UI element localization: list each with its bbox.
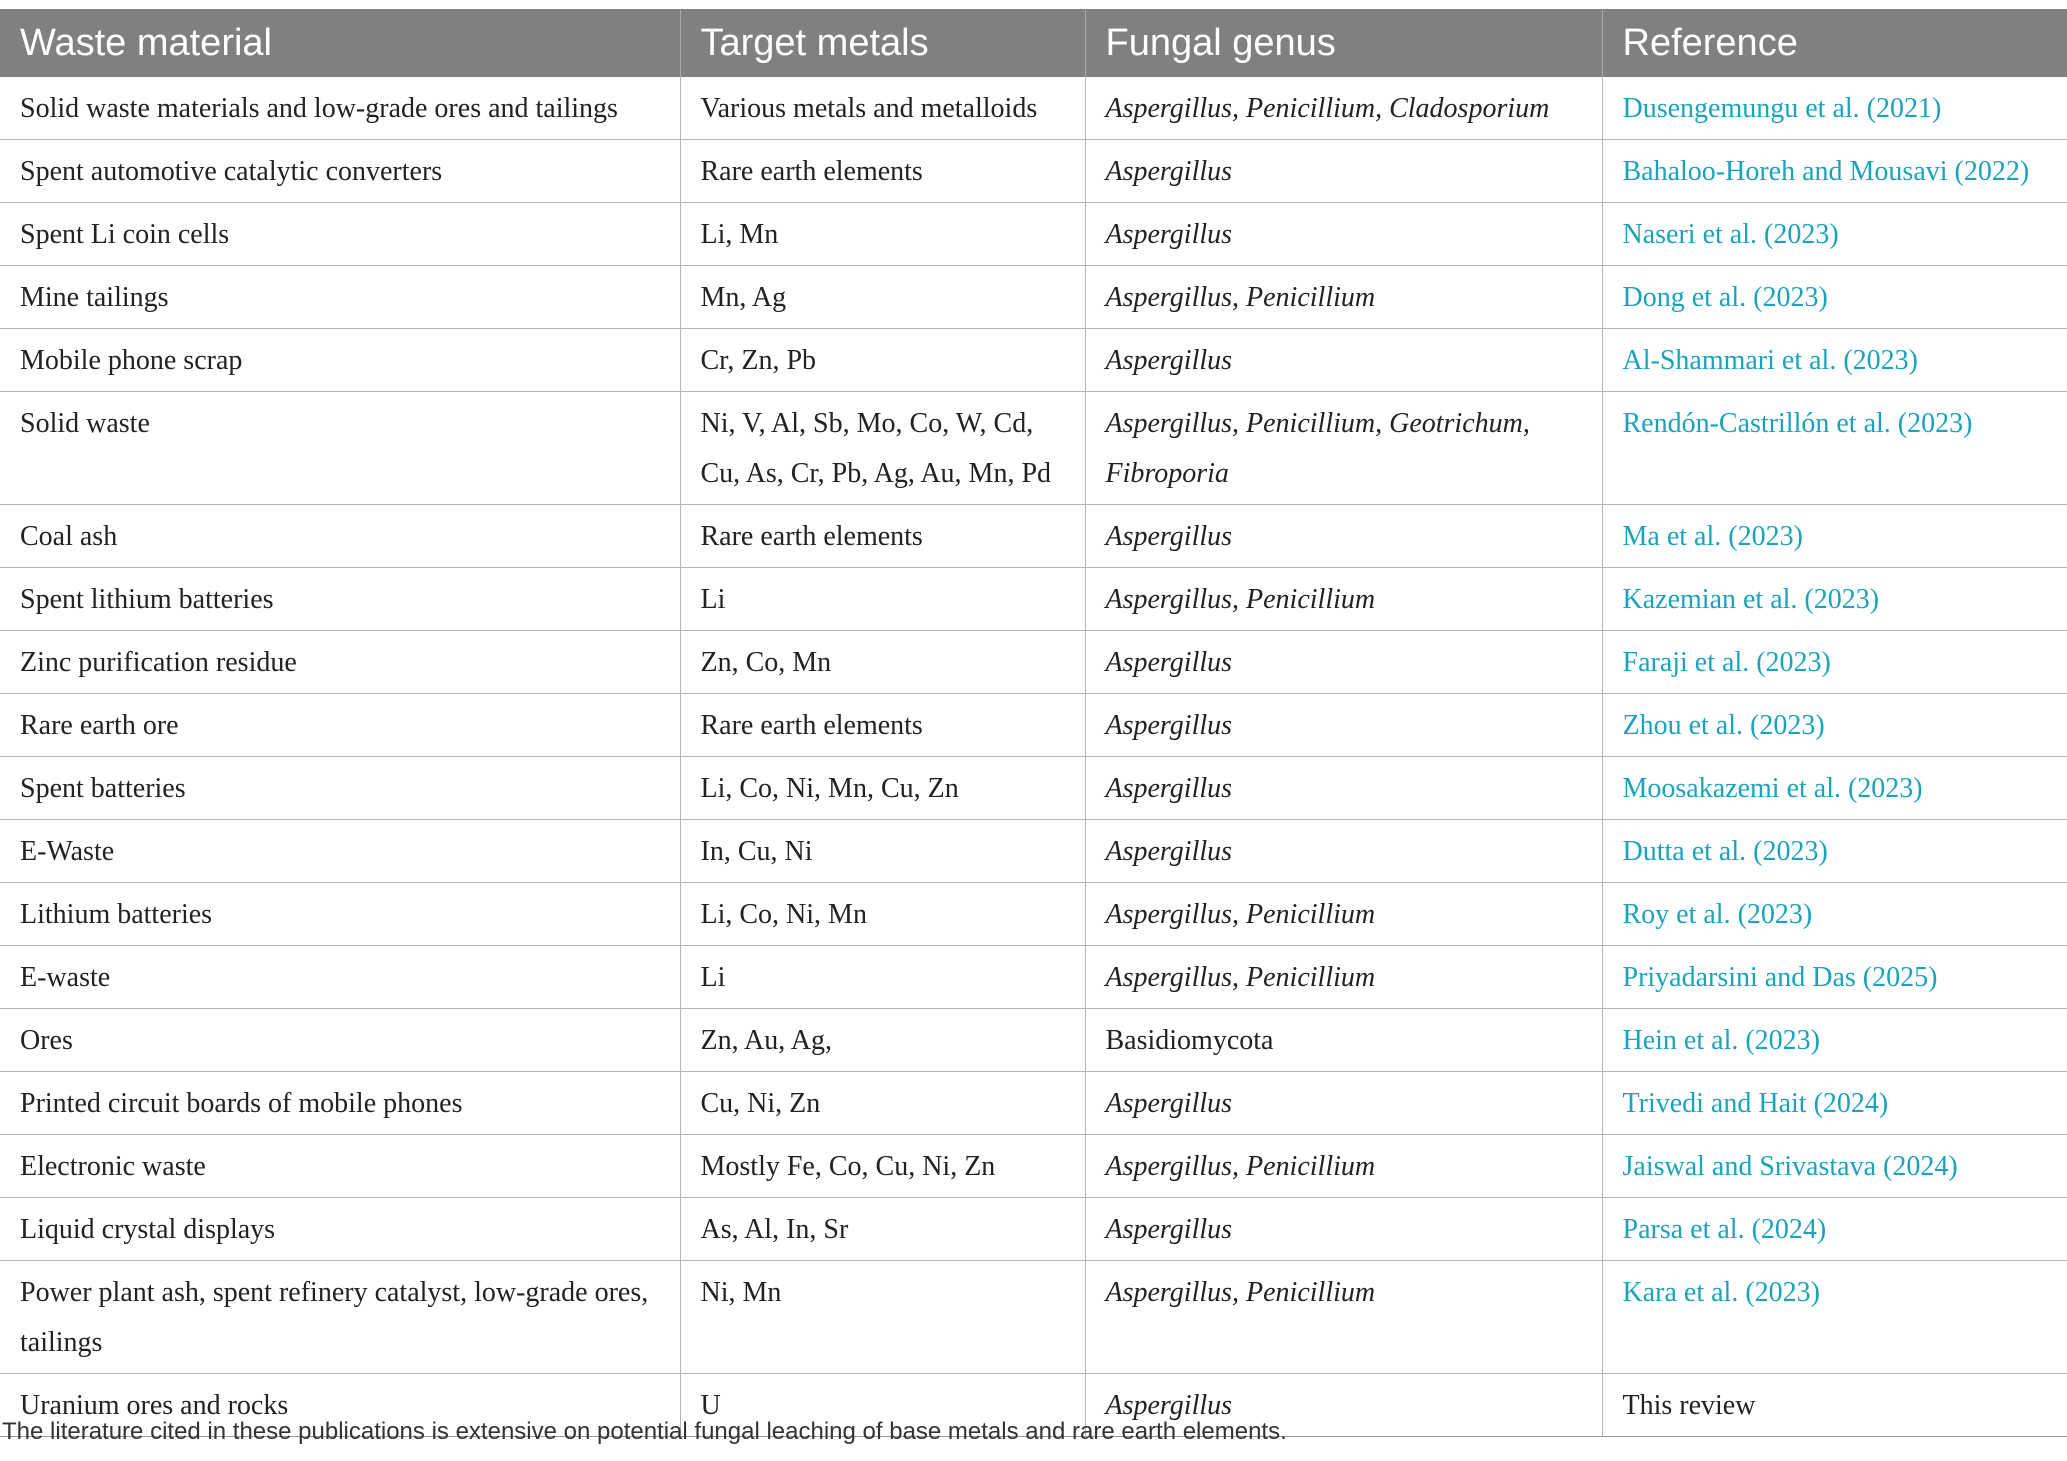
table-row bbox=[0, 77, 2067, 140]
table-row bbox=[0, 631, 2067, 694]
cell-waste-material: Mine tailings bbox=[0, 266, 680, 329]
table-row bbox=[0, 820, 2067, 883]
cell-fungal-genus: Aspergillus bbox=[1085, 140, 1602, 203]
cell-waste-material: Spent Li coin cells bbox=[0, 203, 680, 266]
cell-fungal-genus: Basidiomycota bbox=[1085, 1009, 1602, 1072]
cell-waste-material: Power plant ash, spent refinery catalyst, low-grade ores, tailings bbox=[0, 1261, 680, 1374]
reference-link[interactable]: Al-Shammari et al. (2023) bbox=[1602, 329, 2067, 392]
cell-waste-material: Zinc purification residue bbox=[0, 631, 680, 694]
cell-target-metals: Rare earth elements bbox=[680, 694, 1085, 757]
table-row bbox=[0, 392, 2067, 505]
cell-target-metals: Mostly Fe, Co, Cu, Ni, Zn bbox=[680, 1135, 1085, 1198]
cell-waste-material: Electronic waste bbox=[0, 1135, 680, 1198]
reference-link[interactable]: Bahaloo-Horeh and Mousavi (2022) bbox=[1602, 140, 2067, 203]
cell-fungal-genus: Aspergillus, Penicillium, Geotrichum, Fibroporia bbox=[1085, 392, 1602, 505]
cell-target-metals: Li bbox=[680, 946, 1085, 1009]
table-row bbox=[0, 1072, 2067, 1135]
cell-fungal-genus: Aspergillus, Penicillium bbox=[1085, 1261, 1602, 1374]
reference-link[interactable]: Faraji et al. (2023) bbox=[1602, 631, 2067, 694]
cell-waste-material: Uranium ores and rocks bbox=[0, 1374, 680, 1437]
reference-link[interactable]: Ma et al. (2023) bbox=[1602, 505, 2067, 568]
cell-fungal-genus: Aspergillus bbox=[1085, 631, 1602, 694]
cell-waste-material: Lithium batteries bbox=[0, 883, 680, 946]
reference-link[interactable]: Moosakazemi et al. (2023) bbox=[1602, 757, 2067, 820]
reference-link[interactable]: Dutta et al. (2023) bbox=[1602, 820, 2067, 883]
reference-link[interactable]: Dusengemungu et al. (2021) bbox=[1602, 77, 2067, 140]
cell-target-metals: Rare earth elements bbox=[680, 505, 1085, 568]
cell-fungal-genus: Aspergillus bbox=[1085, 1198, 1602, 1261]
cell-target-metals: Mn, Ag bbox=[680, 266, 1085, 329]
cell-waste-material: Rare earth ore bbox=[0, 694, 680, 757]
table-row bbox=[0, 1198, 2067, 1261]
table-footnote: The literature cited in these publications is extensive on potential fungal leaching of base metals and rare earth elements. bbox=[2, 1418, 1287, 1445]
cell-waste-material: Solid waste bbox=[0, 392, 680, 505]
table-row bbox=[0, 1009, 2067, 1072]
table-row bbox=[0, 1261, 2067, 1374]
reference-link[interactable]: Kazemian et al. (2023) bbox=[1602, 568, 2067, 631]
cell-target-metals: Ni, V, Al, Sb, Mo, Co, W, Cd, Cu, As, Cr, Pb, Ag, Au, Mn, Pd bbox=[680, 392, 1085, 505]
cell-fungal-genus: Aspergillus bbox=[1085, 505, 1602, 568]
table-row bbox=[0, 883, 2067, 946]
table-row bbox=[0, 1135, 2067, 1198]
cell-fungal-genus: Aspergillus, Penicillium bbox=[1085, 946, 1602, 1009]
fungal-leaching-table bbox=[0, 9, 2067, 1437]
cell-fungal-genus: Aspergillus bbox=[1085, 1072, 1602, 1135]
cell-fungal-genus: Aspergillus bbox=[1085, 203, 1602, 266]
cell-waste-material: Spent batteries bbox=[0, 757, 680, 820]
cell-waste-material: Ores bbox=[0, 1009, 680, 1072]
cell-waste-material: Liquid crystal displays bbox=[0, 1198, 680, 1261]
table-row bbox=[0, 329, 2067, 392]
cell-fungal-genus: Aspergillus bbox=[1085, 820, 1602, 883]
table-row bbox=[0, 140, 2067, 203]
table-row bbox=[0, 694, 2067, 757]
cell-fungal-genus: Aspergillus bbox=[1085, 694, 1602, 757]
cell-reference: This review bbox=[1602, 1374, 2067, 1437]
reference-link[interactable]: Dong et al. (2023) bbox=[1602, 266, 2067, 329]
cell-waste-material: Spent automotive catalytic converters bbox=[0, 140, 680, 203]
cell-fungal-genus: Aspergillus, Penicillium bbox=[1085, 568, 1602, 631]
reference-link[interactable]: Naseri et al. (2023) bbox=[1602, 203, 2067, 266]
reference-link[interactable]: Trivedi and Hait (2024) bbox=[1602, 1072, 2067, 1135]
cell-target-metals: Li bbox=[680, 568, 1085, 631]
reference-link[interactable]: Parsa et al. (2024) bbox=[1602, 1198, 2067, 1261]
reference-link[interactable]: Rendón-Castrillón et al. (2023) bbox=[1602, 392, 2067, 505]
table-body bbox=[0, 77, 2067, 1437]
cell-target-metals: Cu, Ni, Zn bbox=[680, 1072, 1085, 1135]
cell-target-metals: U bbox=[680, 1374, 1085, 1437]
header-target-metals: Target metals bbox=[680, 9, 1085, 77]
cell-fungal-genus: Aspergillus bbox=[1085, 757, 1602, 820]
cell-target-metals: Li, Co, Ni, Mn bbox=[680, 883, 1085, 946]
cell-target-metals: In, Cu, Ni bbox=[680, 820, 1085, 883]
header-fungal-genus: Fungal genus bbox=[1085, 9, 1602, 77]
header-reference: Reference bbox=[1602, 9, 2067, 77]
table-header-row bbox=[0, 9, 2067, 77]
reference-link[interactable]: Priyadarsini and Das (2025) bbox=[1602, 946, 2067, 1009]
cell-waste-material: Mobile phone scrap bbox=[0, 329, 680, 392]
cell-target-metals: Cr, Zn, Pb bbox=[680, 329, 1085, 392]
table-row bbox=[0, 568, 2067, 631]
table-row bbox=[0, 203, 2067, 266]
cell-target-metals: Li, Mn bbox=[680, 203, 1085, 266]
cell-fungal-genus: Aspergillus bbox=[1085, 329, 1602, 392]
table-container bbox=[0, 9, 2067, 1437]
cell-waste-material: Solid waste materials and low-grade ores and tailings bbox=[0, 77, 680, 140]
table-row bbox=[0, 505, 2067, 568]
cell-fungal-genus: Aspergillus, Penicillium bbox=[1085, 1135, 1602, 1198]
table-row bbox=[0, 266, 2067, 329]
reference-link[interactable]: Jaiswal and Srivastava (2024) bbox=[1602, 1135, 2067, 1198]
reference-link[interactable]: Zhou et al. (2023) bbox=[1602, 694, 2067, 757]
cell-fungal-genus: Aspergillus, Penicillium bbox=[1085, 883, 1602, 946]
cell-target-metals: Various metals and metalloids bbox=[680, 77, 1085, 140]
reference-link[interactable]: Kara et al. (2023) bbox=[1602, 1261, 2067, 1374]
header-waste-material: Waste material bbox=[0, 9, 680, 77]
reference-link[interactable]: Hein et al. (2023) bbox=[1602, 1009, 2067, 1072]
cell-target-metals: Rare earth elements bbox=[680, 140, 1085, 203]
cell-fungal-genus: Aspergillus, Penicillium bbox=[1085, 266, 1602, 329]
cell-waste-material: E-Waste bbox=[0, 820, 680, 883]
cell-target-metals: Zn, Co, Mn bbox=[680, 631, 1085, 694]
cell-fungal-genus: Aspergillus, Penicillium, Cladosporium bbox=[1085, 77, 1602, 140]
cell-target-metals: As, Al, In, Sr bbox=[680, 1198, 1085, 1261]
cell-waste-material: Spent lithium batteries bbox=[0, 568, 680, 631]
reference-link[interactable]: Roy et al. (2023) bbox=[1602, 883, 2067, 946]
cell-waste-material: Coal ash bbox=[0, 505, 680, 568]
table-row bbox=[0, 946, 2067, 1009]
cell-waste-material: E-waste bbox=[0, 946, 680, 1009]
cell-waste-material: Printed circuit boards of mobile phones bbox=[0, 1072, 680, 1135]
cell-target-metals: Ni, Mn bbox=[680, 1261, 1085, 1374]
cell-target-metals: Zn, Au, Ag, bbox=[680, 1009, 1085, 1072]
cell-target-metals: Li, Co, Ni, Mn, Cu, Zn bbox=[680, 757, 1085, 820]
table-row bbox=[0, 757, 2067, 820]
cell-fungal-genus: Aspergillus bbox=[1085, 1374, 1602, 1437]
